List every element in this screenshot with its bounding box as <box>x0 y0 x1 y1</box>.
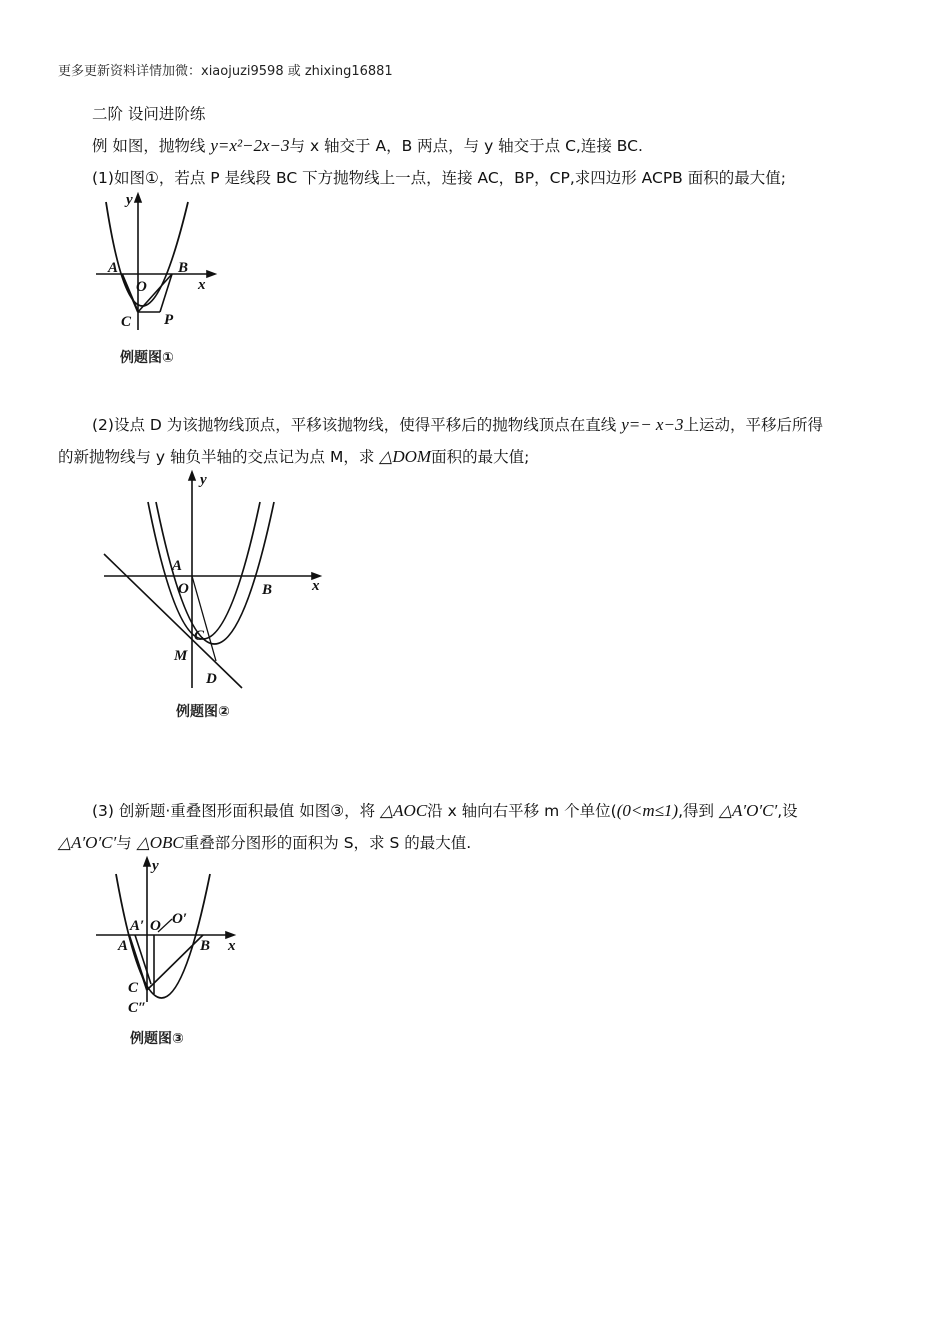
fig1-label-o: O <box>136 279 147 295</box>
q3-line2-b: 重叠部分图形的面积为 S，求 S 的最大值. <box>183 834 472 852</box>
q2-line2-equation: △DOM <box>379 447 432 466</box>
fig3-segment-bc <box>147 935 203 990</box>
example-suffix: 与 x 轴交于 A，B 两点，与 y 轴交于点 C,连接 BC. <box>289 137 643 155</box>
q3-line1-eq1: △AOC <box>380 801 428 820</box>
example-prefix: 例 如图，抛物线 <box>92 137 206 155</box>
q2-line2-a: 的新抛物线与 y 轴负半轴的交点记为点 M，求 <box>58 448 375 466</box>
q3-line1-a: (3) 创新题·重叠图形面积最值 如图③，将 <box>92 802 376 820</box>
fig1-y-arrow <box>135 194 141 202</box>
fig2-caption: 例题图② <box>176 704 230 720</box>
fig3-label-c-double-prime: C″ <box>128 1000 147 1016</box>
question-2-line-2 <box>58 445 529 467</box>
figure-1 <box>92 190 232 370</box>
question-3-line-2 <box>58 831 471 853</box>
fig1-label-p: P <box>164 312 174 328</box>
fig3-label-a-prime: A′ <box>130 918 145 934</box>
fig3-label-y: y <box>152 858 159 874</box>
example-equation: y=x²−2x−3 <box>210 136 290 155</box>
q3-line2-eq1: △A′O′C′ <box>58 833 117 852</box>
fig1-label-c: C <box>121 314 132 330</box>
fig2-label-x: x <box>312 578 320 594</box>
q3-line1-eq2: (0<m≤1) <box>616 801 679 820</box>
fig2-label-c: C <box>194 628 205 644</box>
q2-line1-b: 上运动，平移后所得 <box>683 416 823 434</box>
fig1-label-y: y <box>126 192 133 208</box>
fig3-caption: 例题图③ <box>130 1031 184 1047</box>
fig1-x-arrow <box>207 271 215 277</box>
question-1: (1)如图①，若点 P 是线段 BC 下方抛物线上一点，连接 AC，BP，CP,求四边形 ACPB 面积的最大值; <box>92 169 786 187</box>
fig2-label-d: D <box>206 671 217 687</box>
fig2-label-b: B <box>262 582 273 598</box>
fig1-caption: 例题图① <box>120 350 174 366</box>
figure-3 <box>92 852 252 1052</box>
fig3-label-x: x <box>228 938 236 954</box>
q3-line2-a: 与 <box>116 834 132 852</box>
fig3-label-a: A <box>118 938 129 954</box>
question-2-line-1 <box>92 413 823 435</box>
figure-2 <box>92 466 342 726</box>
section-title: 二阶 设问进阶练 <box>92 105 206 123</box>
q3-line1-b: 沿 x 轴向右平移 m 个单位( <box>427 802 617 820</box>
example-statement <box>92 134 643 156</box>
q3-line2-eq2: △OBC <box>136 833 184 852</box>
q2-line2-b: 面积的最大值; <box>431 448 530 466</box>
q2-line1-equation: y=− x−3 <box>621 415 684 434</box>
q2-line1-a: (2)设点 D 为该抛物线顶点，平移该抛物线，使得平移后的抛物线顶点在直线 <box>92 416 617 434</box>
fig1-parabola <box>106 202 188 306</box>
fig2-label-a: A <box>172 558 183 574</box>
question-3-line-1 <box>92 799 798 821</box>
q3-line1-d: ,设 <box>777 802 798 820</box>
fig3-label-b: B <box>200 938 211 954</box>
fig2-label-m: M <box>174 648 188 664</box>
fig3-label-o-prime: O′ <box>172 911 188 927</box>
fig1-label-x: x <box>198 277 206 293</box>
q3-line1-c: ,得到 <box>678 802 715 820</box>
fig3-y-arrow <box>144 858 150 866</box>
fig2-segment-od <box>192 576 216 661</box>
q3-line1-eq3: △A′O′C′ <box>718 801 778 820</box>
fig3-label-c: C <box>128 980 139 996</box>
fig2-label-y: y <box>200 472 207 488</box>
fig1-label-b: B <box>178 260 189 276</box>
page-header: 更多更新资料详情加微：xiaojuzi9598 或 zhixing16881 <box>58 64 393 79</box>
fig2-y-arrow <box>189 472 195 480</box>
fig2-label-o: O <box>178 581 189 597</box>
fig1-label-a: A <box>108 260 119 276</box>
fig3-label-o: O <box>150 918 161 934</box>
